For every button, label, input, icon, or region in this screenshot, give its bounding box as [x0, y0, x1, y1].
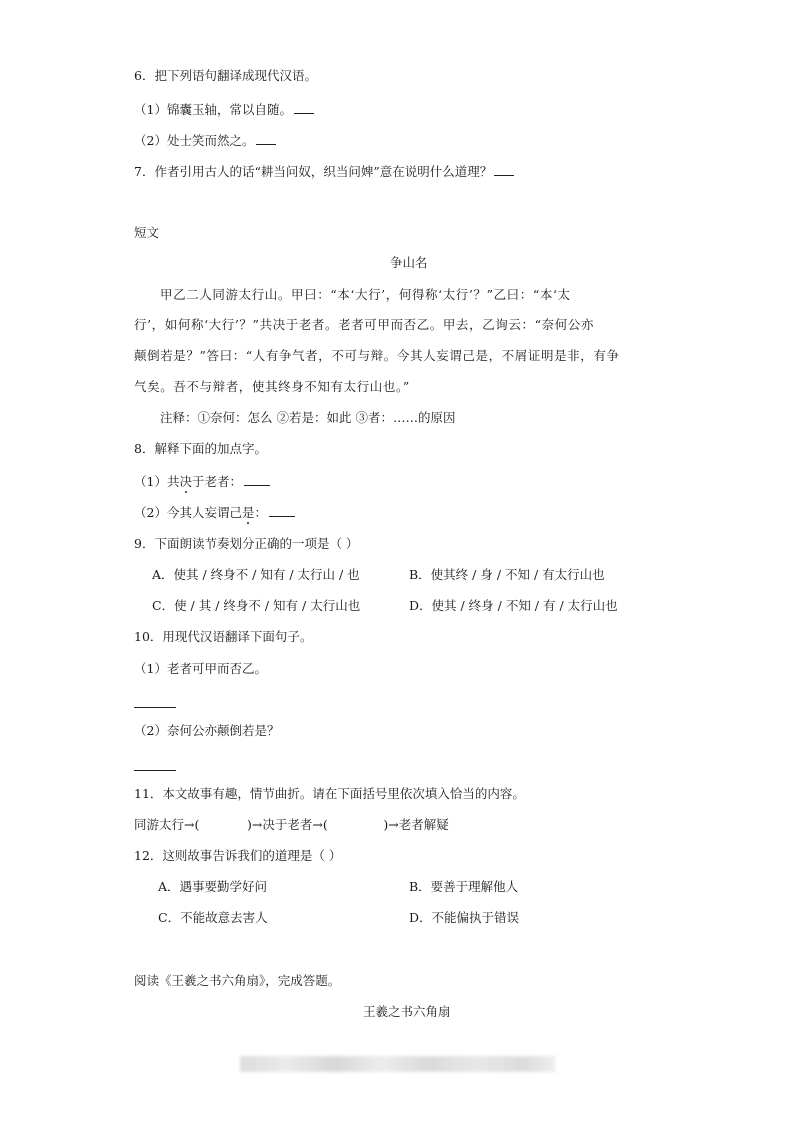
section-label: 短文: [134, 225, 160, 240]
passage-notes: 注释：①奈何：怎么 ②若是：如此 ③者：……的原因: [160, 410, 456, 425]
question-9-stem: 9．下面朗读节奏划分正确的一项是（ ）: [134, 536, 359, 551]
answer-blank[interactable]: [269, 503, 295, 517]
blurred-footer: [240, 1056, 555, 1072]
next-passage-title: 王羲之书六角扇: [363, 1004, 451, 1019]
option-c[interactable]: C．使 / 其 / 终身不 / 知有 / 太行山也: [152, 598, 361, 613]
question-8-stem: 8．解释下面的加点字。: [134, 441, 267, 456]
question-6-sentence-2: （2）处士笑而然之。: [134, 131, 276, 149]
option-b[interactable]: B．要善于理解他人: [409, 879, 519, 894]
question-8-item-1: （1）共决于老者：: [134, 472, 270, 490]
option-d[interactable]: D．使其 / 终身 / 不知 / 有 / 太行山也: [409, 598, 618, 613]
plot-flow: 同游太行→( )→决于老者→( )→老者解疑: [134, 817, 449, 832]
option-b[interactable]: B．使其终 / 身 / 不知 / 有太行山也: [409, 567, 605, 582]
question-11-stem: 11．本文故事有趣，情节曲折。请在下面括号里依次填入恰当的内容。: [134, 786, 525, 801]
option-d[interactable]: D．不能偏执于错误: [409, 910, 520, 925]
passage-line: 甲乙二人同游太行山。甲曰：“本‘大行’，何得称‘太行’？”乙曰：“本‘太: [160, 287, 571, 302]
question-10-sentence-1: （1）老者可甲而否乙。: [134, 661, 267, 676]
dotted-character: 是: [241, 505, 255, 520]
question-10-sentence-2: （2）奈何公亦颠倒若是？: [134, 723, 280, 738]
option-a[interactable]: A．使其 / 终身不 / 知有 / 太行山 / 也: [152, 567, 360, 582]
passage-line: 颠倒若是？”答曰：“人有争气者，不可与辩。今其人妄谓己是，不屑证明是非，有争: [134, 348, 620, 363]
question-12-stem: 12．这则故事告诉我们的道理是（ ）: [134, 848, 342, 863]
question-8-item-2: （2）今其人妄谓己是：: [134, 503, 295, 521]
question-7: 7．作者引用古人的话“耕当问奴，织当问婢”意在说明什么道理？: [134, 162, 514, 180]
option-c[interactable]: C．不能故意去害人: [158, 910, 268, 925]
answer-blank[interactable]: [294, 100, 314, 114]
passage-title: 争山名: [390, 255, 428, 270]
answer-blank[interactable]: [134, 707, 176, 708]
option-a[interactable]: A．遇事要勤学好问: [158, 879, 268, 894]
question-6-sentence-1: （1）锦囊玉轴，常以自随。: [134, 100, 314, 118]
answer-blank[interactable]: [494, 162, 514, 176]
next-passage-intro: 阅读《王羲之书六角扇》，完成答题。: [134, 973, 341, 988]
passage-line: 行’，如何称‘大行’？”共决于老者。老者可甲而否乙。甲去，乙询云：“奈何公亦: [134, 317, 595, 332]
answer-blank[interactable]: [244, 472, 270, 486]
passage-line: 气矣。吾不与辩者，使其终身不知有太行山也。”: [134, 379, 410, 394]
answer-blank[interactable]: [256, 131, 276, 145]
question-6-stem: 6．把下列语句翻译成现代汉语。: [134, 68, 317, 83]
dotted-character: 决: [179, 474, 192, 489]
answer-blank[interactable]: [134, 770, 176, 771]
question-10-stem: 10．用现代汉语翻译下面句子。: [134, 629, 313, 644]
